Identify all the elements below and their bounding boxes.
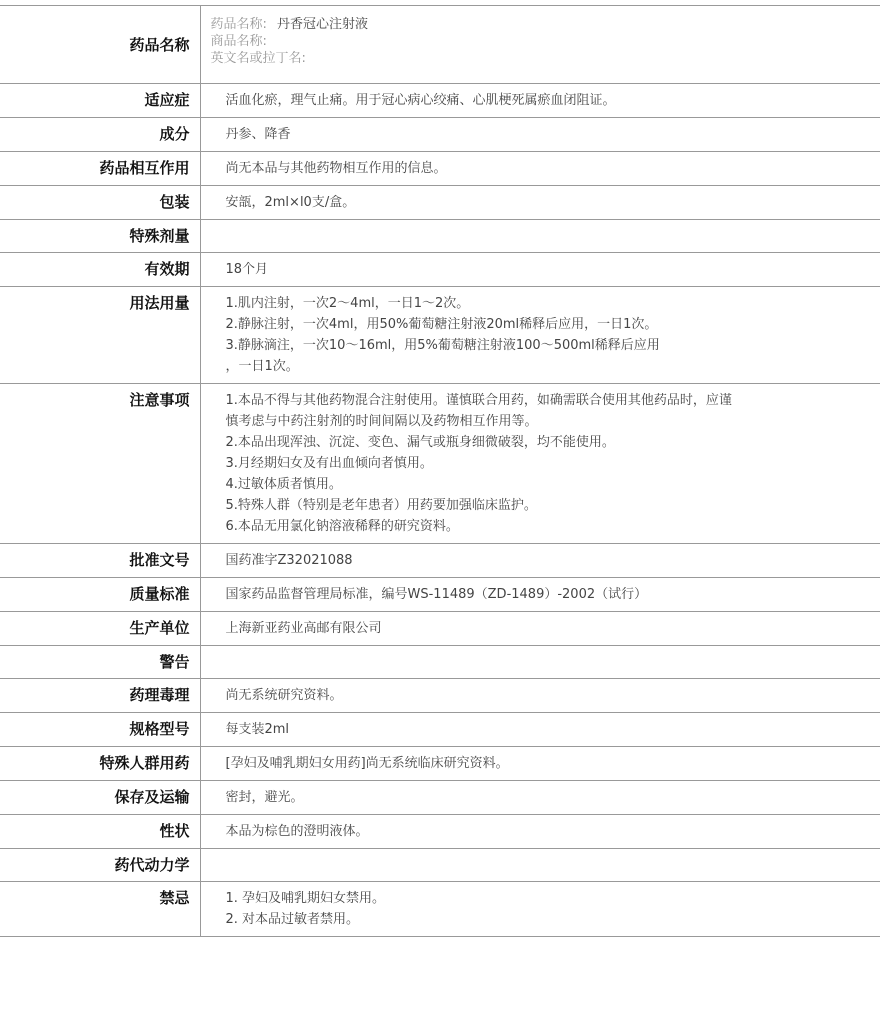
info-row xyxy=(0,220,880,253)
info-row xyxy=(0,384,880,544)
trade-name-prefix: 商品名称: xyxy=(210,34,267,49)
row-label: 包装 xyxy=(0,186,200,220)
value-line: 上海新亚药业高邮有限公司 xyxy=(225,621,382,636)
value-line: 尚无系统研究资料。 xyxy=(225,688,343,703)
row-label: 生产单位 xyxy=(0,612,200,646)
row-label: 药品名称 xyxy=(0,6,200,84)
info-row xyxy=(0,781,880,815)
row-label: 药代动力学 xyxy=(0,849,200,882)
generic-name-line xyxy=(211,16,871,33)
value-line: 尚无本品与其他药物相互作用的信息。 xyxy=(225,161,447,176)
value-line: 慎考虑与中药注射剂的时间间隔以及药物相互作用等。 xyxy=(225,414,538,429)
drug-info-table xyxy=(0,5,880,937)
row-label: 药品相互作用 xyxy=(0,152,200,186)
info-row xyxy=(0,815,880,849)
row-value xyxy=(200,287,880,384)
row-label: 适应症 xyxy=(0,84,200,118)
info-row xyxy=(0,578,880,612)
row-label: 保存及运输 xyxy=(0,781,200,815)
row-label: 禁忌 xyxy=(0,882,200,937)
value-line: 18个月 xyxy=(225,262,269,277)
row-value xyxy=(200,578,880,612)
info-row xyxy=(0,253,880,287)
value-line: 每支装2ml xyxy=(225,722,290,737)
info-row xyxy=(0,747,880,781)
row-value xyxy=(200,747,880,781)
generic-name-value: 丹香冠心注射液 xyxy=(277,17,369,32)
row-value xyxy=(200,220,880,253)
value-line: 5.特殊人群（特别是老年患者）用药要加强临床监护。 xyxy=(225,498,537,513)
info-row xyxy=(0,612,880,646)
info-row xyxy=(0,882,880,937)
row-label: 性状 xyxy=(0,815,200,849)
info-row xyxy=(0,287,880,384)
info-row xyxy=(0,713,880,747)
value-line: 1. 孕妇及哺乳期妇女禁用。 xyxy=(225,891,386,906)
value-line: 2.静脉注射，一次4ml，用50%葡萄糖注射液20ml稀释后应用，一日1次。 xyxy=(225,317,658,332)
value-line: 2. 对本品过敏者禁用。 xyxy=(225,912,360,927)
row-value xyxy=(200,612,880,646)
value-line: 2.本品出现浑浊、沉淀、变色、漏气或瓶身细微破裂，均不能使用。 xyxy=(225,435,615,450)
row-value xyxy=(200,152,880,186)
row-label: 批准文号 xyxy=(0,544,200,578)
row-value xyxy=(200,815,880,849)
trade-name-line xyxy=(211,33,871,50)
row-label: 成分 xyxy=(0,118,200,152)
value-line: 密封，避光。 xyxy=(225,790,304,805)
row-label: 规格型号 xyxy=(0,713,200,747)
row-label: 特殊剂量 xyxy=(0,220,200,253)
row-value xyxy=(200,6,880,84)
row-label: 有效期 xyxy=(0,253,200,287)
info-row xyxy=(0,849,880,882)
row-label: 用法用量 xyxy=(0,287,200,384)
generic-name-prefix: 药品名称: xyxy=(210,17,267,32)
row-value xyxy=(200,849,880,882)
row-value xyxy=(200,544,880,578)
row-value xyxy=(200,781,880,815)
value-line: 本品为棕色的澄明液体。 xyxy=(225,824,369,839)
row-label: 注意事项 xyxy=(0,384,200,544)
value-line: 国药准字Z32021088 xyxy=(225,553,353,568)
row-label: 质量标准 xyxy=(0,578,200,612)
value-line: 安瓿，2ml×l0支/盒。 xyxy=(225,195,356,210)
row-value xyxy=(200,384,880,544)
info-row xyxy=(0,84,880,118)
info-row xyxy=(0,118,880,152)
row-value xyxy=(200,186,880,220)
value-line: ，一日1次。 xyxy=(225,359,299,374)
row-value xyxy=(200,679,880,713)
info-row xyxy=(0,152,880,186)
value-line: 国家药品监督管理局标准，编号WS-11489（ZD-1489）-2002（试行） xyxy=(225,587,648,602)
value-line: 活血化瘀，理气止痛。用于冠心病心绞痛、心肌梗死属瘀血闭阻证。 xyxy=(225,93,616,108)
value-line: 4.过敏体质者慎用。 xyxy=(225,477,342,492)
row-value xyxy=(200,118,880,152)
row-drug-names xyxy=(0,6,880,84)
value-line: 1.肌内注射，一次2～4ml，一日1～2次。 xyxy=(225,296,470,311)
value-line: 丹参、降香 xyxy=(225,127,291,142)
row-value xyxy=(200,84,880,118)
row-label: 药理毒理 xyxy=(0,679,200,713)
value-line: 3.静脉滴注，一次10～16ml，用5%葡萄糖注射液100～500ml稀释后应用 xyxy=(225,338,660,353)
info-row xyxy=(0,186,880,220)
english-name-prefix: 英文名或拉丁名: xyxy=(210,51,306,66)
row-label: 警告 xyxy=(0,646,200,679)
value-line: 1.本品不得与其他药物混合注射使用。谨慎联合用药，如确需联合使用其他药品时，应谨 xyxy=(225,393,732,408)
row-value xyxy=(200,713,880,747)
value-line: [孕妇及哺乳期妇女用药]尚无系统临床研究资料。 xyxy=(225,756,509,771)
row-label: 特殊人群用药 xyxy=(0,747,200,781)
row-value xyxy=(200,882,880,937)
value-line: 6.本品无用氯化钠溶液稀释的研究资料。 xyxy=(225,519,459,534)
row-value xyxy=(200,646,880,679)
row-value xyxy=(200,253,880,287)
value-line: 3.月经期妇女及有出血倾向者慎用。 xyxy=(225,456,433,471)
info-row xyxy=(0,544,880,578)
english-name-line xyxy=(211,50,871,67)
info-row xyxy=(0,646,880,679)
info-row xyxy=(0,679,880,713)
